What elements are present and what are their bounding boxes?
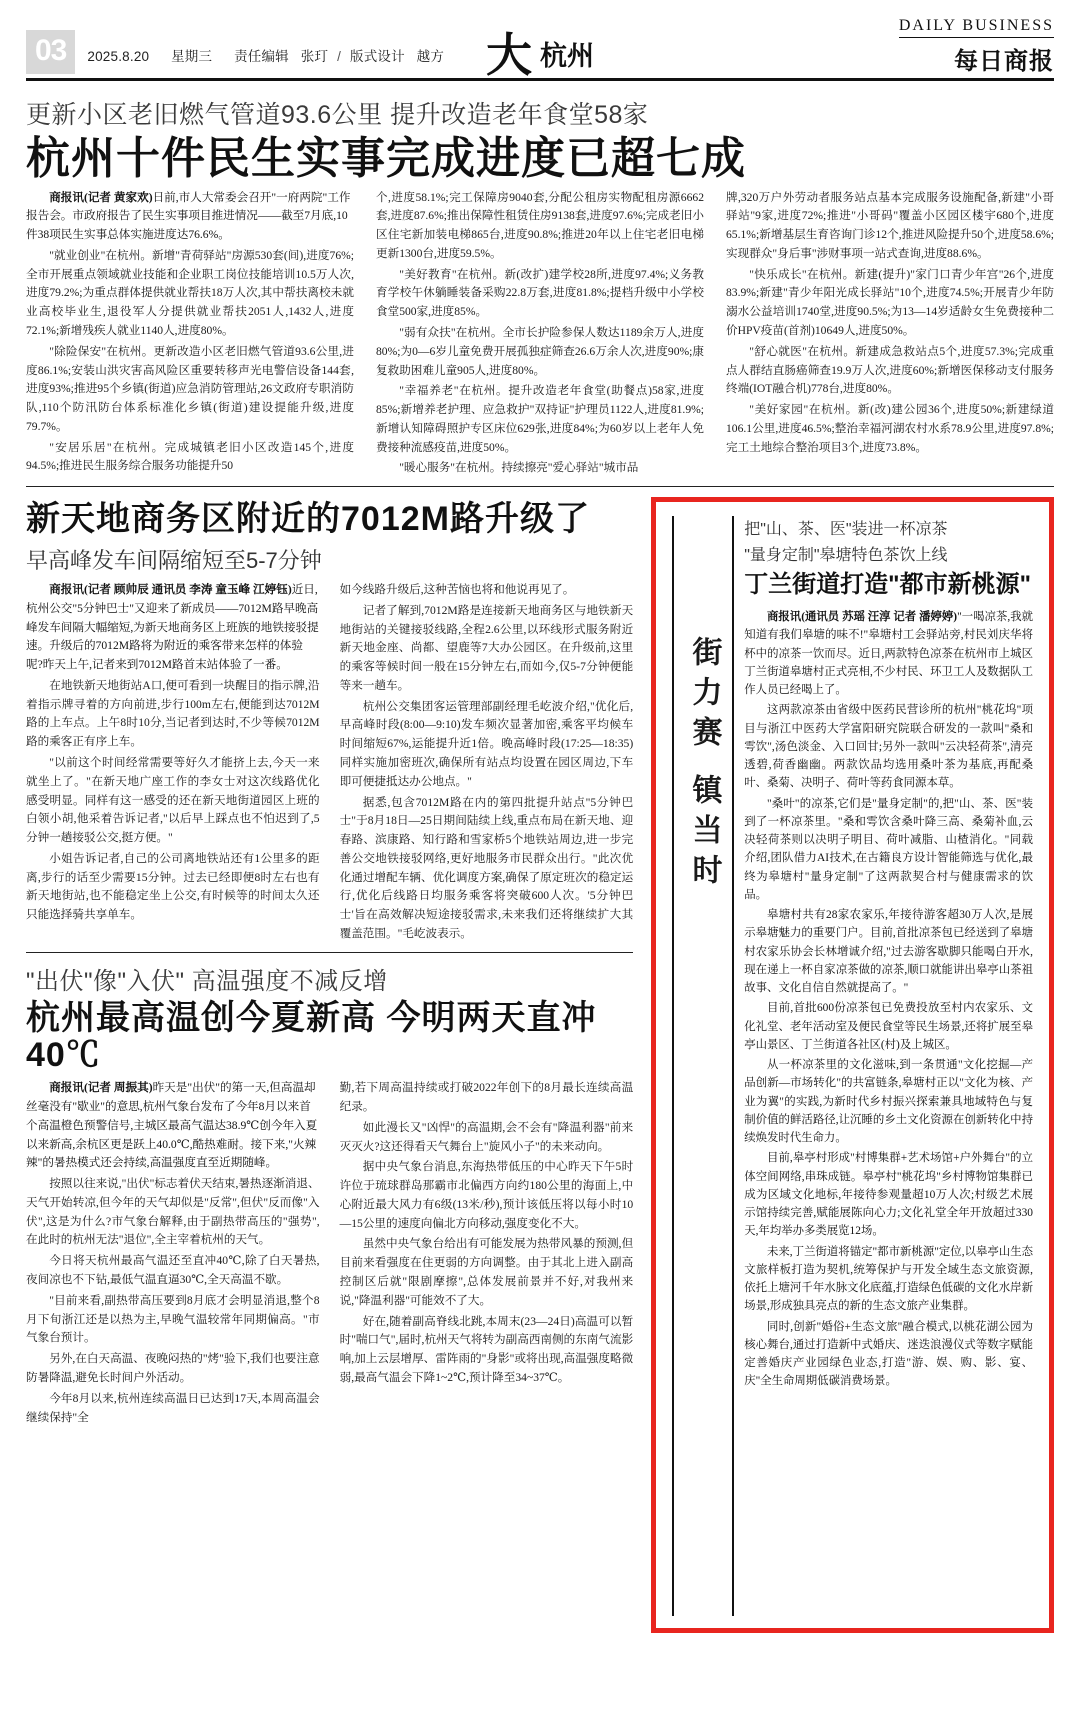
- brand-chinese: 每日商报: [954, 49, 1054, 75]
- story-top-byline: [26, 189, 354, 245]
- byline-text-2: 商报讯(记者 顾帅辰 通讯员 李涛 童玉峰 江婷钰): [49, 582, 292, 596]
- story-weather-p9: 另外,在白天高温、夜晚闷热的"烤"验下,我们也要注意防暑降温,避免长时间户外活动。: [26, 1352, 320, 1384]
- story-top-kicker: 更新小区老旧燃气管道93.6公里 提升改造老年食堂58家: [26, 101, 649, 129]
- story-weather-p1: 昨天是"出伏"的第一天,但高温却丝毫没有"歇业"的意思,杭州气象台发布了今年8月以来首个高温橙色预警信号,主城区最高气温达38.9℃创今年入夏以来新高,余杭区更是跃上40.0℃,酷热难耐。接下来,"火辣辣"的暑热模式还会持续,高温强度直至近期随峰。: [26, 1081, 318, 1170]
- story-bus-col-2: [340, 581, 634, 946]
- feature-red-box: [651, 497, 1054, 1633]
- byline-text: 商报讯(记者 黄家欢): [49, 190, 153, 204]
- feature-vertical-banner: [672, 516, 734, 1616]
- story-bus-byline: [26, 581, 320, 675]
- story-bus-p3: "以前这个时间经常需要等好久才能挤上去,今天一来就坐上了。"在新天地广座工作的李女士对这次线路优化感受明显。同样有这一感受的还在新天地街道园区上班的白领小胡,他采着告诉记者,"以后早上踩点也不怕迟到了,5分钟一趟接驳公交,挺方便。": [26, 755, 320, 845]
- lower-area: [26, 497, 1054, 1633]
- story-weather-p3: 今日将天杭州最高气温还至直冲40℃,除了白天暑热,夜间凉也不下钻,最低气温直逼30℃,全天高温不歇。: [26, 1254, 320, 1287]
- story-bus-p5: 如今线路升级后,这种苦恼也将和他说再见了。: [339, 582, 575, 596]
- story-top-p2: "就业创业"在杭州。新增"青荷驿站"房源530套(间),进度76%;全市开展重点领域就业技能和企业职工岗位技能培训10.5万人次,进度79.2%;为重点群体提供就业帮扶18万人次,其中帮扶离校未就业高校毕业生,退役军人分提供就业帮扶2051人,1432人,进度72.1%;新增残疾人就业1140人,进度80%。: [26, 248, 354, 337]
- feature-p1-text: "一喝凉茶,我就知道有我们皋塘的味不!"皋塘村工会驿站旁,村民刘庆华将杯中的凉茶一饮而尽。近日,两款特色凉茶在杭州市上城区丁兰街道皋塘村正式亮相,不少村民、环卫工人及数据队工作人员已经喝上了。: [744, 611, 1034, 697]
- masthead-city: 杭州: [540, 41, 594, 72]
- story-top-headline: 杭州十件民生实事完成进度已超七成: [26, 134, 746, 183]
- story-top-p4: "安居乐居"在杭州。完成城镇老旧小区改造145个,进度94.5%;推进民生服务综合服务功能提升50: [26, 440, 354, 473]
- story-bus-p2: 在地铁新天地街站A口,便可看到一块醒目的指示牌,沿着指示牌寻着的方向前进,步行100m左右,便能到达7012M路的上车点。上午8时10分,当记者到达时,不少等候7012M路的乘客正有序上车。: [26, 678, 320, 749]
- story-top-p9: "暖心服务"在杭州。持续擦亮"爱心驿站"城市品: [399, 461, 639, 475]
- story-top-p11: "快乐成长"在杭州。新建(提升)"家门口青少年宫"26个,进度83.9%;新建"青少年阳光成长驿站"10个,进度74.5%;开展青少年防溺水公益培训1740堂,进度90.5%;为13—14岁适龄女生免费接种二价HPV疫苗(首剂)10649人,进度50%。: [726, 267, 1054, 337]
- story-top-p3: "除险保安"在杭州。更新改造小区老旧燃气管道93.6公里,进度86.1%;安装山洪灾害高风险区重要转移声光电警信设备144套,进度93%;推进95个乡镇(街道)应急消防管理站,26文政府专职消防队,110个防汛防台体系标准化乡镇(街道)建设提能升级,进度79.7%。: [26, 344, 354, 433]
- story-bus-headline: 新天地商务区附近的7012M路升级了: [26, 500, 590, 539]
- feature-p6: 从一杯凉茶里的文化滋味,到一条贯通"文化挖掘—产品创新—市场转化"的共富链条,皋塘村正以"文化为核、产业为翼"的实践,为新时代乡村振兴探索兼具地域特色与复制价值的鲜活路径,让沉睡的乡土文化资源在创新转化中持续焕发时代生命力。: [744, 1059, 1033, 1145]
- story-top-p12: "舒心就医"在杭州。新建成急救站点5个,进度57.3%;完成重点人群结直肠癌筛查19.9万人次,进度60%;新增医保移动支付服务终端(IOT融合机)778台,进度80%。: [726, 344, 1054, 396]
- story-bus: [26, 501, 633, 946]
- story-top-p7: "弱有众扶"在杭州。全市长护险参保人数达1189余万人,进度80%;为0—6岁儿童免费开展孤独症筛查26.6万余人次,进度90%;康复救助困难儿童905人,进度80%。: [376, 325, 704, 377]
- feature-kicker-2: "量身定制"皋塘特色茶饮上线: [744, 547, 948, 565]
- story-top-p10: 牌,320万户外劳动者服务站点基本完成服务设施配备,新建"小哥驿站"9家,进度72%;推进"小哥码"覆盖小区园区楼宇680个,进度65.1%;新增基层生育咨询门诊12个,推进风险提升50个,进度58.6%;实现群众"身后事"涉财事项一站式查询,进度88.6%。: [726, 190, 1054, 260]
- story-weather-columns: [26, 1079, 633, 1429]
- feature-p8: 未来,丁兰街道将锚定"都市新桃源"定位,以皋亭山生态文旅样板打造为契机,统筹保护与开发全域生态文旅资源,依托上塘河千年水脉文化底蕴,打造绿色低碳的文化水岸新场景,形成独具亮点的新的生态文旅产业集群。: [744, 1245, 1033, 1313]
- story-weather-p6: 如此漫长又"凶悍"的高温期,会不会有"降温利器"前来灭灭火?这还得看天气舞台上"旋风小子"的未来动向。: [339, 1120, 634, 1153]
- story-weather-p10: 今年8月以来,杭州连续高温日已达到17天,本周高温会继续保持"全: [26, 1391, 320, 1424]
- feature-inner: [672, 516, 1033, 1616]
- feature-p7: 目前,皋亭村形成"村博集群+艺术场馆+户外舞台"的立体空间网络,串珠成链。皋亭村"桃花坞"乡村博物馆集群已成为区域文化地标,年接待参观量超10万人次;村级艺术展示馆持续完善,赋能展陈向心力;文化礼堂全年开放超过330天,年均举办多类展览12场。: [744, 1152, 1033, 1238]
- designer-name: 越方: [416, 49, 445, 64]
- story-bus-columns: [26, 581, 633, 946]
- story-top-col-2: [376, 189, 704, 481]
- editor-name: 张玎: [300, 49, 329, 64]
- byline-text-3: 商报讯(记者 周振其): [49, 1081, 153, 1095]
- story-top-p8: "幸福养老"在杭州。提升改造老年食堂(助餐点)58家,进度85%;新增养老护理、应急救护"双持证"护理员1122人,进度81.9%;新增认知障碍照护专区床位629张,进度84%;为60岁以上老年人免费接种流感疫苗,进度50%。: [376, 384, 704, 454]
- story-weather-headline: 杭州最高温创今夏新高 今明两天直冲40℃: [26, 998, 597, 1074]
- story-top-p6: "美好教育"在杭州。新(改扩)建学校28所,进度97.4%;义务教育学校午休躺睡装备采购22.8万套,进度81.8%;提档升级中小学校食堂500家,进度85%。: [376, 267, 704, 319]
- story-top-p5: 个,进度58.1%;完工保障房9040套,分配公租房实物配租房源6662套,进度87.6%;推出保障性租赁住房9138套,进度97.6%;完成老旧小区住宅新加装电梯865台,进度90.8%;推进20年以上住宅老旧电梯更新1300台,进度59.5%。: [376, 190, 704, 260]
- story-top-col-3: [726, 189, 1054, 481]
- story-bus-col-1: [26, 581, 320, 946]
- divider-2: [26, 952, 633, 953]
- story-weather-col-2: [340, 1079, 634, 1429]
- masthead-logo-glyph: 大: [486, 29, 532, 81]
- story-bus-p7: 杭州公交集团客运管理部副经理毛屹波介绍,"优化后,早高峰时段(8:00—9:10)发车频次显著加密,乘客平均候车时间缩短67%,运能提升近1倍。晚高峰时段(17:25—18:35)同样实施加密班次,确保所有站点均设置在园区周边,下车即可便捷抵达办公地点。": [339, 699, 634, 788]
- page-number: 03: [26, 30, 75, 74]
- feature-content: [744, 516, 1033, 1616]
- feature-p2: 这两款凉茶由省级中医药民营诊所的杭州"桃花坞"项目与浙江中医药大学富阳研究院联合研发的一款叫"桑和雩饮",汤色淡金、入口回甘;另外一款叫"云决轻荷茶",清亮透碧,荷香幽幽。两款饮品均选用桑叶茶为基底,再配桑叶、桑菊、决明子、荷叶等药食同源本草。: [744, 704, 1033, 790]
- feature-byline: 商报讯(通讯员 苏瑶 汪淳 记者 潘婷婷): [766, 611, 958, 624]
- story-weather-p7: 据中央气象台消息,东海热带低压的中心昨天下午5时许位于琉球群岛那霸市北偏西方向约180公里的海面上,中心附近最大风力有6级(13米/秒),预计该低压将以每小时10—15公里的速度向偏北方向移动,强度变化不大。: [339, 1160, 634, 1230]
- story-bus-p1: 近日,杭州公交"5分钟巴士"又迎来了新成员——7012M路早晚高峰发车间隔大幅缩短,为新天地商务区上班族的地铁接驳提速。升级后的7012M路将为附近的乘客带来怎样的体验呢?昨天上午,记者来到7012M路首末站体验了一番。: [26, 582, 319, 672]
- story-weather-p11: 好在,随着副高脊线北跳,本周末(23—24日)高温可以暂时"喘口气",届时,杭州天气将转为副高西南侧的东南气流影响,加上云层增厚、雷阵雨的"身影"或将出现,高温强度略微弱,最高气温会下降1~2℃,预计降至34~37℃。: [339, 1314, 634, 1384]
- feature-p3: "桑叶"的凉茶,它们是"量身定制"的,把"山、茶、医"装到了一杯凉茶里。"桑和雩饮含桑叶降三高、桑菊补血,云决轻荷茶则以决明子明目、荷叶减脂、山楂消化。"同载介绍,团队借力AI技术,在古籍良方设计智能筛选与优化,最终为皋塘村"量身定制"了这两款契合村与健康需求的饮品。: [744, 797, 1033, 901]
- story-weather: [26, 961, 633, 1430]
- designer-label: 版式设计: [350, 49, 405, 64]
- divider-1: [26, 486, 1054, 487]
- feature-p4: 皋塘村共有28家农家乐,年接待游客超30万人次,是展示皋塘魅力的重要门户。目前,首批凉茶包已经送到了皋塘村农家乐协会长林增诚介绍,"过去游客歇脚只能喝白开水,现在递上一杯自家凉茶做的凉茶,顺口就能讲出皋亭山茶祖故事、文化自信自然就提高了。": [744, 909, 1033, 995]
- feature-kicker-1: 把"山、茶、医"装进一杯凉茶: [744, 521, 948, 539]
- story-weather-p5: 勤,若下周高温持续或打破2022年创下的8月最长连续高温纪录。: [339, 1081, 634, 1114]
- masthead-meta: 2025.8.20 星期三 责任编辑 张玎 / 版式设计 越方: [87, 49, 445, 64]
- story-top-p1: 日前,市人大常委会召开"一府两院"工作报告会。市政府报告了民生实事项目推进情况——截至7月底,10件38项民生实事总体实施进度达76.6%。: [26, 190, 351, 242]
- feature-p5: 目前,首批600份凉茶包已免费投放至村内农家乐、文化礼堂、老年活动室及便民食堂等民生场景,还将扩展至皋亭山景区、丁兰街道各社区(村)及上城区。: [744, 1002, 1033, 1051]
- story-bus-subhead: 早高峰发车间隔缩短至5-7分钟: [26, 547, 322, 573]
- lower-left-column: [26, 497, 633, 1633]
- feature-sidebar: [651, 497, 1054, 1633]
- feature-headline: 丁兰街道打造"都市新桃源": [744, 571, 1031, 599]
- story-weather-kicker: "出伏"像"入伏" 高温强度不减反增: [26, 967, 388, 995]
- story-bus-p4: 小姐告诉记者,自己的公司离地铁站还有1公里多的距离,步行的话至少需要15分钟。过去已经即便8时左右也有新天地街站,也不能稳定坐上公交,有时候等的时间太久还只能选择骑共享单车。: [26, 851, 320, 922]
- story-weather-p2: 按照以往来说,"出伏"标志着伏天结束,暑热逐渐消退、天气开始转凉,但今年的天气却似是"反常",但伏"反而像"入伏",这是为什么?市气象台解释,由于副热带高压的"强势",在此时的杭州无法"退位",全主宰着杭州的天气。: [26, 1177, 320, 1247]
- story-top-columns: [26, 189, 1054, 481]
- story-weather-p8: 虽然中央气象台给出有可能发展为热带风暴的预测,但目前来看强度在住更弱的方向调整。由于其北上进入副高控制区后就"限剧摩擦",总体发展前景并不好,对我州来说,"降温利器"可能效不了大。: [339, 1237, 634, 1307]
- story-top-p13: "美好家园"在杭州。新(改)建公园36个,进度50%;新建绿道106.1公里,进度46.5%;整治幸福河湖农村水系78.9公里,进度97.8%;完工土地综合整治项目3个,进度73.8%。: [726, 403, 1054, 454]
- feature-vertical-title: 街力赛 镇当时: [687, 636, 721, 895]
- masthead-brand: [899, 17, 1054, 76]
- story-weather-col-1: [26, 1079, 320, 1429]
- story-bus-p6: 记者了解到,7012M路是连接新天地商务区与地铁新天地街站的关键接驳线路,全程2.6公里,以环线形式服务附近新天地金座、尚都、望鹿等7大办公园区。在升级前,这里的乘客等候时间一般在15分钟左右,而如今,仅5-7分钟便能等来一趟车。: [339, 603, 634, 692]
- story-weather-byline: [26, 1079, 320, 1173]
- masthead-logo: [486, 29, 594, 81]
- masthead: [26, 0, 1054, 81]
- feature-body: [744, 608, 1033, 1391]
- story-bus-p8: 据悉,包含7012M路在内的第四批提升站点"5分钟巴士"于8月18日—25日期间陆续上线,重点布局在新天地、迎春路、滨康路、知行路和雪家桥5个地铁站周边,进一步完善公交地铁接驳网络,更好地服务市民群众出行。"此次优化通过增配车辆、优化调度方案,确保了原定班次的稳定运行,优化后线路日均服务乘客将突破600人次。'5分钟巴士'旨在高效解决短途接驳需求,未来我们还将继续扩大其覆盖范围。"毛屹波表示。: [339, 795, 634, 941]
- masthead-date: 2025.8.20: [87, 49, 150, 64]
- feature-p1: [744, 608, 1033, 699]
- brand-english: DAILY BUSINESS: [899, 17, 1054, 38]
- editor-label: 责任编辑: [234, 49, 289, 64]
- masthead-weekday: 星期三: [171, 49, 213, 64]
- feature-p9: 同时,创新"婚俗+生态文旅"融合模式,以桃花湖公园为核心舞台,通过打造新中式婚庆、迷迭浪漫仪式等数字赋能定善婚庆产业园绿色业态,打造"游、娱、购、影、宴、庆"全生命周期低碳消费场景。: [744, 1320, 1033, 1388]
- story-top: [26, 95, 1054, 480]
- story-weather-p4: "目前来看,副热带高压要到8月底才会明显消退,整个8月下旬浙江还是以热为主,早晚气温较常年同期偏高。"市气象台预计。: [26, 1293, 320, 1345]
- story-top-col-1: [26, 189, 354, 481]
